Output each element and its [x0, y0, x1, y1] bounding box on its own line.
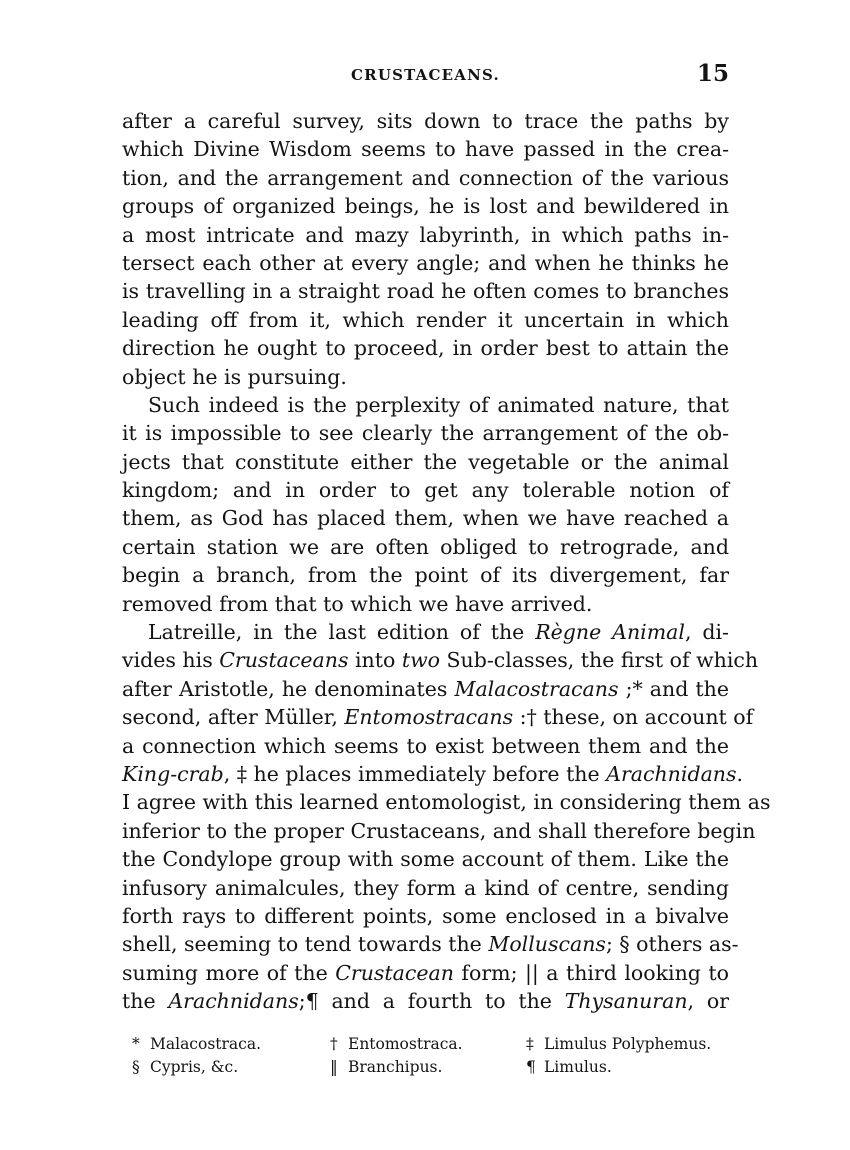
footnote [132, 1033, 330, 1056]
text-line: them, as God has placed them, when we have reached a [122, 506, 729, 531]
running-title: CRUSTACEANS. [351, 66, 500, 84]
text-line: leading off from it, which render it uncertain in which [122, 307, 729, 332]
text-line: certain station we are often obliged to retrograde, and [122, 534, 729, 559]
footnote-text: Limulus Polyphemus. [544, 1035, 712, 1053]
text-line: Such indeed is the perplexity of animated nature, that [148, 392, 729, 417]
text-line: infusory animalcules, they form a kind of centre, sending [122, 875, 729, 900]
footnote [132, 1056, 330, 1079]
text-line: jects that constitute either the vegetable or the animal [122, 449, 729, 474]
footnote-mark: † [330, 1035, 338, 1053]
text-line: after Aristotle, he denominates Malacostracans ;* and the [122, 676, 729, 701]
page-number: 15 [696, 60, 729, 87]
text-line: kingdom; and in order to get any tolerable notion of [122, 478, 729, 503]
text-line: it is impossible to see clearly the arrangement of the ob- [122, 421, 729, 446]
footnote [330, 1056, 526, 1079]
text-line: vides his Crustaceans into two Sub-classes, the first of which [122, 648, 759, 673]
footnote [526, 1033, 732, 1056]
footnote-text: Limulus. [544, 1058, 612, 1076]
text-line: second, after Müller, Entomostracans :† these, on account of [122, 705, 754, 730]
text-line: begin a branch, from the point of its divergement, far [122, 563, 729, 588]
footnote-mark: ‡ [526, 1035, 534, 1053]
text-line: a connection which seems to exist between them and the [122, 733, 729, 758]
text-line: a most intricate and mazy labyrinth, in which paths in- [122, 222, 729, 247]
text-line: removed from that to which we have arrived. [122, 591, 593, 616]
text-line: tersect each other at every angle; and when he thinks he [122, 250, 729, 275]
text-line: direction he ought to proceed, in order best to attain the [122, 336, 729, 361]
footnote-text: Malacostraca. [150, 1035, 262, 1053]
text-line: the Arachnidans;¶ and a fourth to the Thysanuran, or [122, 989, 729, 1014]
footnotes [132, 1033, 732, 1079]
footnote-row [132, 1056, 732, 1079]
footnote-text: Branchipus. [348, 1058, 443, 1076]
text-line: tion, and the arrangement and connection of the various [122, 165, 729, 190]
text-line: Latreille, in the last edition of the Règne Animal, di- [148, 620, 729, 645]
footnote-text: Cypris, &c. [150, 1058, 239, 1076]
text-line: after a careful survey, sits down to trace the paths by [122, 109, 729, 133]
text-line: object he is pursuing. [122, 364, 347, 389]
body-text [122, 107, 771, 1016]
text-line: inferior to the proper Crustaceans, and shall therefore begin [122, 818, 756, 843]
text-line: the Condylope group with some account of them. Like the [122, 847, 729, 872]
text-line: groups of organized beings, he is lost and bewildered in [122, 194, 729, 219]
running-head [122, 60, 729, 90]
text-line: is travelling in a straight road he often comes to branches [122, 279, 729, 304]
text-line: I agree with this learned entomologist, in considering them as [122, 790, 771, 815]
footnote-mark: ‖ [330, 1058, 338, 1076]
text-line: which Divine Wisdom seems to have passed in the crea- [122, 137, 729, 162]
text-line: suming more of the Crustacean form; || a third looking to [122, 960, 729, 985]
footnote-mark: ¶ [526, 1058, 536, 1076]
text-line: King-crab, ‡ he places immediately before the Arachnidans. [122, 761, 744, 786]
footnote [330, 1033, 526, 1056]
footnote [526, 1056, 732, 1079]
footnote-mark: § [132, 1058, 140, 1076]
text-line: forth rays to different points, some enclosed in a bivalve [122, 903, 729, 928]
footnote-mark: * [132, 1035, 140, 1053]
text-line: shell, seeming to tend towards the Molluscans; § others as- [122, 932, 739, 957]
footnote-row [132, 1033, 732, 1056]
footnote-text: Entomostraca. [348, 1035, 463, 1053]
